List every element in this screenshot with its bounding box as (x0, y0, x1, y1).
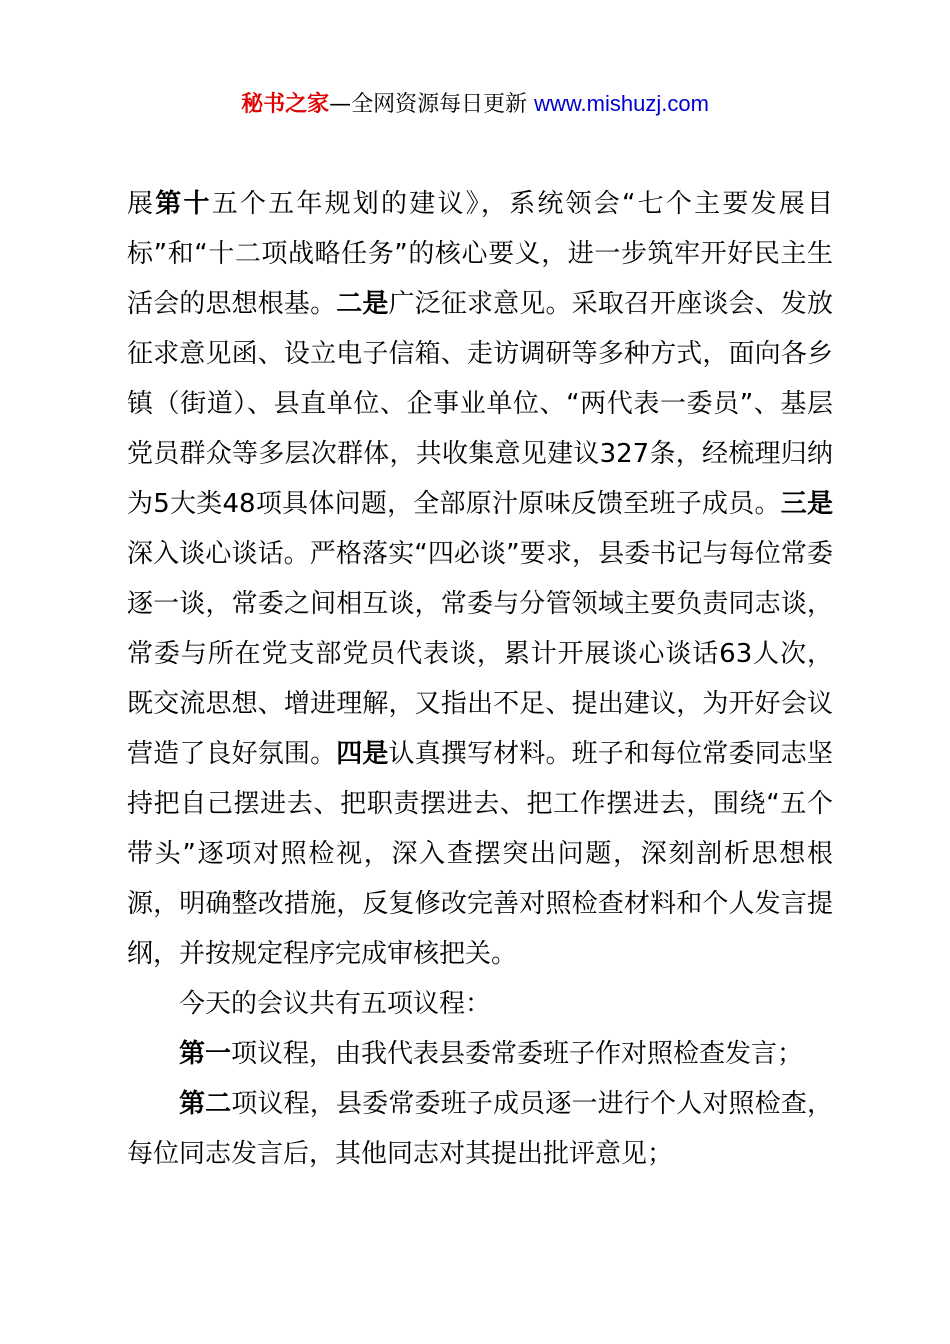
paragraph-agenda-item-1 (127, 1029, 833, 1079)
bold-run: 第一 (179, 1039, 232, 1069)
paragraph-preparation (127, 179, 833, 979)
site-header (0, 88, 950, 121)
text-run: 项议程，由我代表县委常委班子作对照检查发言； (231, 1039, 804, 1069)
bold-run: 三是 (780, 489, 833, 519)
brand-name: 秘书之家 (241, 92, 330, 117)
bold-run: 四是 (336, 739, 389, 769)
text-run: 展 (127, 189, 156, 219)
text-run: 今天的会议共有五项议程： (179, 989, 492, 1019)
document-body (127, 179, 833, 1179)
text-run: 广泛征求意见。采取召开座谈会、发放征求意见函、设立电子信箱、走访调研等多种方式，面向各乡镇（街道）、县直单位、企事业单位、“两代表一委员”、基层党员群众等多层次群体，共收集意见建议327条，经梳理归纳为5大类48项具体问题，全部原汁原味反馈至班子成员。 (127, 289, 833, 519)
site-url-link[interactable]: www.mishuzj.com (534, 91, 709, 116)
text-run: 五个五年规划的建议》，系统领会“七个主要发展目标”和“十二项战略任务”的核心要义，进一步筑牢开好民主生活会的思想根基。 (127, 189, 833, 319)
paragraph-agenda-intro (127, 979, 833, 1029)
text-run: 深入谈心谈话。严格落实“四必谈”要求，县委书记与每位常委逐一谈，常委之间相互谈，常委与分管领域主要负责同志谈，常委与所在党支部党员代表谈，累计开展谈心谈话63人次，既交流思想、增进理解，又指出不足、提出建议，为开好会议营造了良好氛围。 (127, 539, 833, 769)
header-tagline: —全网资源每日更新 (329, 92, 535, 117)
paragraph-agenda-item-2 (127, 1079, 833, 1179)
bold-run: 第十 (155, 189, 212, 219)
text-run: 认真撰写材料。班子和每位常委同志坚持把自己摆进去、把职责摆进去、把工作摆进去，围绕“五个带头”逐项对照检视，深入查摆突出问题，深刻剖析思想根源，明确整改措施，反复修改完善对照检查材料和个人发言提纲，并按规定程序完成审核把关。 (127, 739, 833, 969)
bold-run: 第二 (179, 1089, 232, 1119)
text-run: 项议程，县委常委班子成员逐一进行个人对照检查，每位同志发言后，其他同志对其提出批评意见； (127, 1089, 833, 1169)
bold-run: 二是 (336, 289, 389, 319)
